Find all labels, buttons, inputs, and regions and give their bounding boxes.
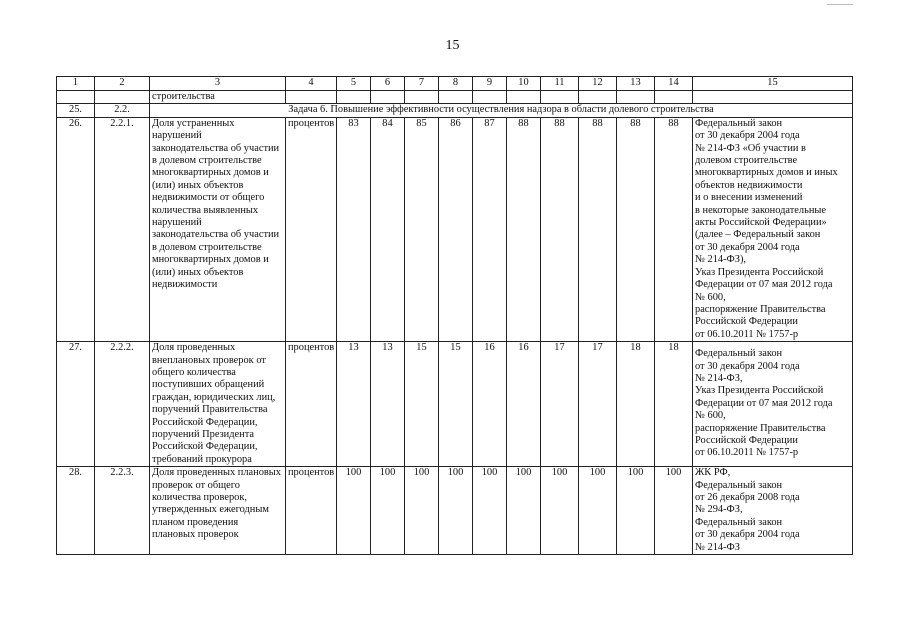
cell-empty bbox=[507, 91, 541, 104]
value-cell: 87 bbox=[473, 117, 507, 341]
continuation-row bbox=[57, 91, 853, 104]
legal-basis-line: ЖК РФ, bbox=[695, 467, 731, 479]
legal-basis-line: от 30 декабря 2004 года bbox=[695, 241, 800, 253]
cell-empty bbox=[439, 91, 473, 104]
header-cell: 14 bbox=[655, 77, 693, 91]
value-cell: 16 bbox=[473, 342, 507, 467]
legal-basis-line: № 600, bbox=[695, 410, 726, 422]
indicator-name bbox=[150, 117, 286, 341]
legal-basis-line: от 06.10.2011 № 1757-р bbox=[695, 328, 799, 340]
value-cell: 84 bbox=[371, 117, 405, 341]
cell-empty bbox=[693, 91, 853, 104]
legal-basis-line: и о внесении изменений bbox=[695, 192, 803, 204]
value-cell: 100 bbox=[337, 467, 371, 555]
value-cell: 18 bbox=[655, 342, 693, 467]
row-number: 26. bbox=[57, 117, 95, 341]
indicator-name-line: (или) иных объектов bbox=[152, 179, 244, 191]
header-cell: 8 bbox=[439, 77, 473, 91]
value-cell: 100 bbox=[655, 467, 693, 555]
cell-empty bbox=[541, 91, 579, 104]
legal-basis-line: Федерации от 07 мая 2012 года bbox=[695, 397, 833, 409]
legal-basis-line: Российской Федерации bbox=[695, 434, 798, 446]
header-cell: 13 bbox=[617, 77, 655, 91]
indicators-table bbox=[56, 76, 853, 555]
corner-mark bbox=[827, 4, 853, 5]
indicator-name-line: Российской Федерации, bbox=[152, 416, 258, 428]
indicator-name-line: в долевом строительстве bbox=[152, 241, 262, 253]
indicator-name-line: нарушений bbox=[152, 130, 202, 142]
indicator-name-line: планом проведения bbox=[152, 516, 239, 528]
value-cell: 16 bbox=[507, 342, 541, 467]
cell-empty bbox=[371, 91, 405, 104]
legal-basis-line: от 30 декабря 2004 года bbox=[695, 360, 800, 372]
header-cell: 6 bbox=[371, 77, 405, 91]
indicator-name-line: в долевом строительстве bbox=[152, 155, 262, 167]
indicator-name-line: недвижимости от общего bbox=[152, 192, 265, 204]
header-cell: 3 bbox=[150, 77, 286, 91]
cell-empty bbox=[579, 91, 617, 104]
indicator-name-line: Доля проведенных bbox=[152, 342, 236, 354]
cell-empty bbox=[655, 91, 693, 104]
indicator-name-line: внеплановых проверок от bbox=[152, 354, 266, 366]
indicator-name-line: граждан, юридических лиц, bbox=[152, 391, 276, 403]
value-cell: 100 bbox=[541, 467, 579, 555]
value-cell: 88 bbox=[541, 117, 579, 341]
legal-basis-line: Российской Федерации bbox=[695, 316, 798, 328]
legal-basis-line: от 26 декабря 2008 года bbox=[695, 492, 800, 503]
header-cell: 12 bbox=[579, 77, 617, 91]
header-cell: 4 bbox=[286, 77, 337, 91]
row-code: 2.2.3. bbox=[95, 467, 150, 555]
legal-basis-line: № 214-ФЗ), bbox=[695, 254, 747, 266]
value-cell: 17 bbox=[541, 342, 579, 467]
indicator-name-line: утвержденных ежегодным bbox=[152, 504, 269, 516]
header-cell: 7 bbox=[405, 77, 439, 91]
legal-basis-line: № 600, bbox=[695, 291, 726, 303]
cell-empty bbox=[57, 91, 95, 104]
value-cell: 100 bbox=[473, 467, 507, 555]
value-cell: 100 bbox=[507, 467, 541, 555]
indicator-name-line: плановых проверок bbox=[152, 529, 239, 541]
row-code: 2.2. bbox=[95, 104, 150, 117]
value-cell: 85 bbox=[405, 117, 439, 341]
legal-basis-line: Указ Президента Российской bbox=[695, 385, 824, 397]
legal-basis-line: в некоторые законодательные bbox=[695, 204, 826, 216]
value-cell: 88 bbox=[507, 117, 541, 341]
value-cell: 86 bbox=[439, 117, 473, 341]
cell-empty bbox=[286, 91, 337, 104]
value-cell: 15 bbox=[439, 342, 473, 467]
table-row bbox=[57, 117, 853, 341]
indicator-name bbox=[150, 342, 286, 467]
legal-basis-line: № 214-ФЗ «Об участии в bbox=[695, 142, 806, 154]
value-cell: 88 bbox=[579, 117, 617, 341]
header-cell: 9 bbox=[473, 77, 507, 91]
cell-empty bbox=[95, 91, 150, 104]
indicator-name-line: требований прокурора bbox=[152, 453, 252, 465]
value-cell: 100 bbox=[405, 467, 439, 555]
legal-basis-line: объектов недвижимости bbox=[695, 179, 803, 191]
page-number: 15 bbox=[445, 38, 460, 53]
indicator-name-line: недвижимости bbox=[152, 279, 218, 291]
continuation-text: строительства bbox=[150, 91, 286, 104]
legal-basis-line: Указ Президента Российской bbox=[695, 266, 824, 278]
legal-basis-line: Федеральный закон bbox=[695, 516, 783, 528]
indicator-name-line: количества проверок, bbox=[152, 492, 247, 503]
legal-basis-line: № 294-ФЗ, bbox=[695, 504, 743, 516]
indicator-name-line: многоквартирных домов и bbox=[152, 167, 269, 179]
value-cell: 13 bbox=[371, 342, 405, 467]
value-cell: 18 bbox=[617, 342, 655, 467]
row-number: 27. bbox=[57, 342, 95, 467]
legal-basis-line: № 214-ФЗ bbox=[695, 541, 740, 553]
unit-cell: процентов bbox=[286, 467, 337, 555]
legal-basis-line: распоряжение Правительства bbox=[695, 303, 826, 315]
legal-basis-line: от 30 декабря 2004 года bbox=[695, 130, 800, 142]
value-cell: 100 bbox=[439, 467, 473, 555]
indicator-name-line: поручений Правительства bbox=[152, 404, 268, 416]
unit-cell: процентов bbox=[286, 117, 337, 341]
legal-basis bbox=[693, 342, 853, 467]
legal-basis-line: Федеральный закон bbox=[695, 479, 783, 491]
header-cell: 5 bbox=[337, 77, 371, 91]
value-cell: 100 bbox=[617, 467, 655, 555]
header-cell: 10 bbox=[507, 77, 541, 91]
indicator-name-line: количества выявленных bbox=[152, 204, 259, 216]
indicator-name-line: поручений Президента bbox=[152, 428, 254, 440]
row-number: 25. bbox=[57, 104, 95, 117]
cell-empty bbox=[337, 91, 371, 104]
legal-basis bbox=[693, 117, 853, 341]
value-cell: 100 bbox=[371, 467, 405, 555]
value-cell: 17 bbox=[579, 342, 617, 467]
legal-basis-line: многоквартирных домов и иных bbox=[695, 167, 838, 179]
indicator-name bbox=[150, 467, 286, 555]
value-cell: 13 bbox=[337, 342, 371, 467]
legal-basis-line: от 06.10.2011 № 1757-р bbox=[695, 447, 799, 459]
unit-cell: процентов bbox=[286, 342, 337, 467]
row-code: 2.2.2. bbox=[95, 342, 150, 467]
indicator-name-line: проверок от общего bbox=[152, 479, 240, 491]
indicator-name-line: общего количества bbox=[152, 366, 236, 378]
legal-basis-line: № 214-ФЗ, bbox=[695, 372, 743, 384]
indicator-name-line: Доля устраненных bbox=[152, 117, 235, 129]
legal-basis-line: Федеральный закон bbox=[695, 117, 783, 129]
value-cell: 83 bbox=[337, 117, 371, 341]
indicator-name-line: законодательства об участии bbox=[152, 142, 280, 154]
indicator-name-line: Российской Федерации, bbox=[152, 441, 258, 453]
cell-empty bbox=[617, 91, 655, 104]
indicator-name-line: поступивших обращений bbox=[152, 379, 265, 391]
table-row bbox=[57, 467, 853, 555]
row-code: 2.2.1. bbox=[95, 117, 150, 341]
legal-basis-line: долевом строительстве bbox=[695, 155, 798, 167]
value-cell: 88 bbox=[617, 117, 655, 341]
indicator-name-line: Доля проведенных плановых bbox=[152, 467, 281, 479]
table-body bbox=[57, 77, 853, 555]
indicator-name-line: многоквартирных домов и bbox=[152, 254, 269, 266]
row-number: 28. bbox=[57, 467, 95, 555]
indicator-name-line: законодательства об участии bbox=[152, 229, 280, 241]
legal-basis-line: Федерации от 07 мая 2012 года bbox=[695, 279, 833, 291]
legal-basis bbox=[693, 467, 853, 555]
indicator-name-line: (или) иных объектов bbox=[152, 266, 244, 278]
header-row bbox=[57, 77, 853, 91]
value-cell: 88 bbox=[655, 117, 693, 341]
value-cell: 100 bbox=[579, 467, 617, 555]
header-cell: 2 bbox=[95, 77, 150, 91]
task-row bbox=[57, 104, 853, 117]
legal-basis-line: Федеральный закон bbox=[695, 348, 783, 360]
table-row bbox=[57, 342, 853, 467]
value-cell: 15 bbox=[405, 342, 439, 467]
header-cell: 1 bbox=[57, 77, 95, 91]
legal-basis-line: (далее – Федеральный закон bbox=[695, 229, 821, 241]
legal-basis-line: акты Российской Федерации» bbox=[695, 217, 827, 229]
header-cell: 15 bbox=[693, 77, 853, 91]
legal-basis-line: распоряжение Правительства bbox=[695, 422, 826, 434]
header-cell: 11 bbox=[541, 77, 579, 91]
cell-empty bbox=[473, 91, 507, 104]
cell-empty bbox=[405, 91, 439, 104]
task-title: Задача 6. Повышение эффективности осуществления надзора в области долевого строительства bbox=[150, 104, 853, 117]
indicator-name-line: нарушений bbox=[152, 217, 202, 229]
legal-basis-line: от 30 декабря 2004 года bbox=[695, 529, 800, 541]
